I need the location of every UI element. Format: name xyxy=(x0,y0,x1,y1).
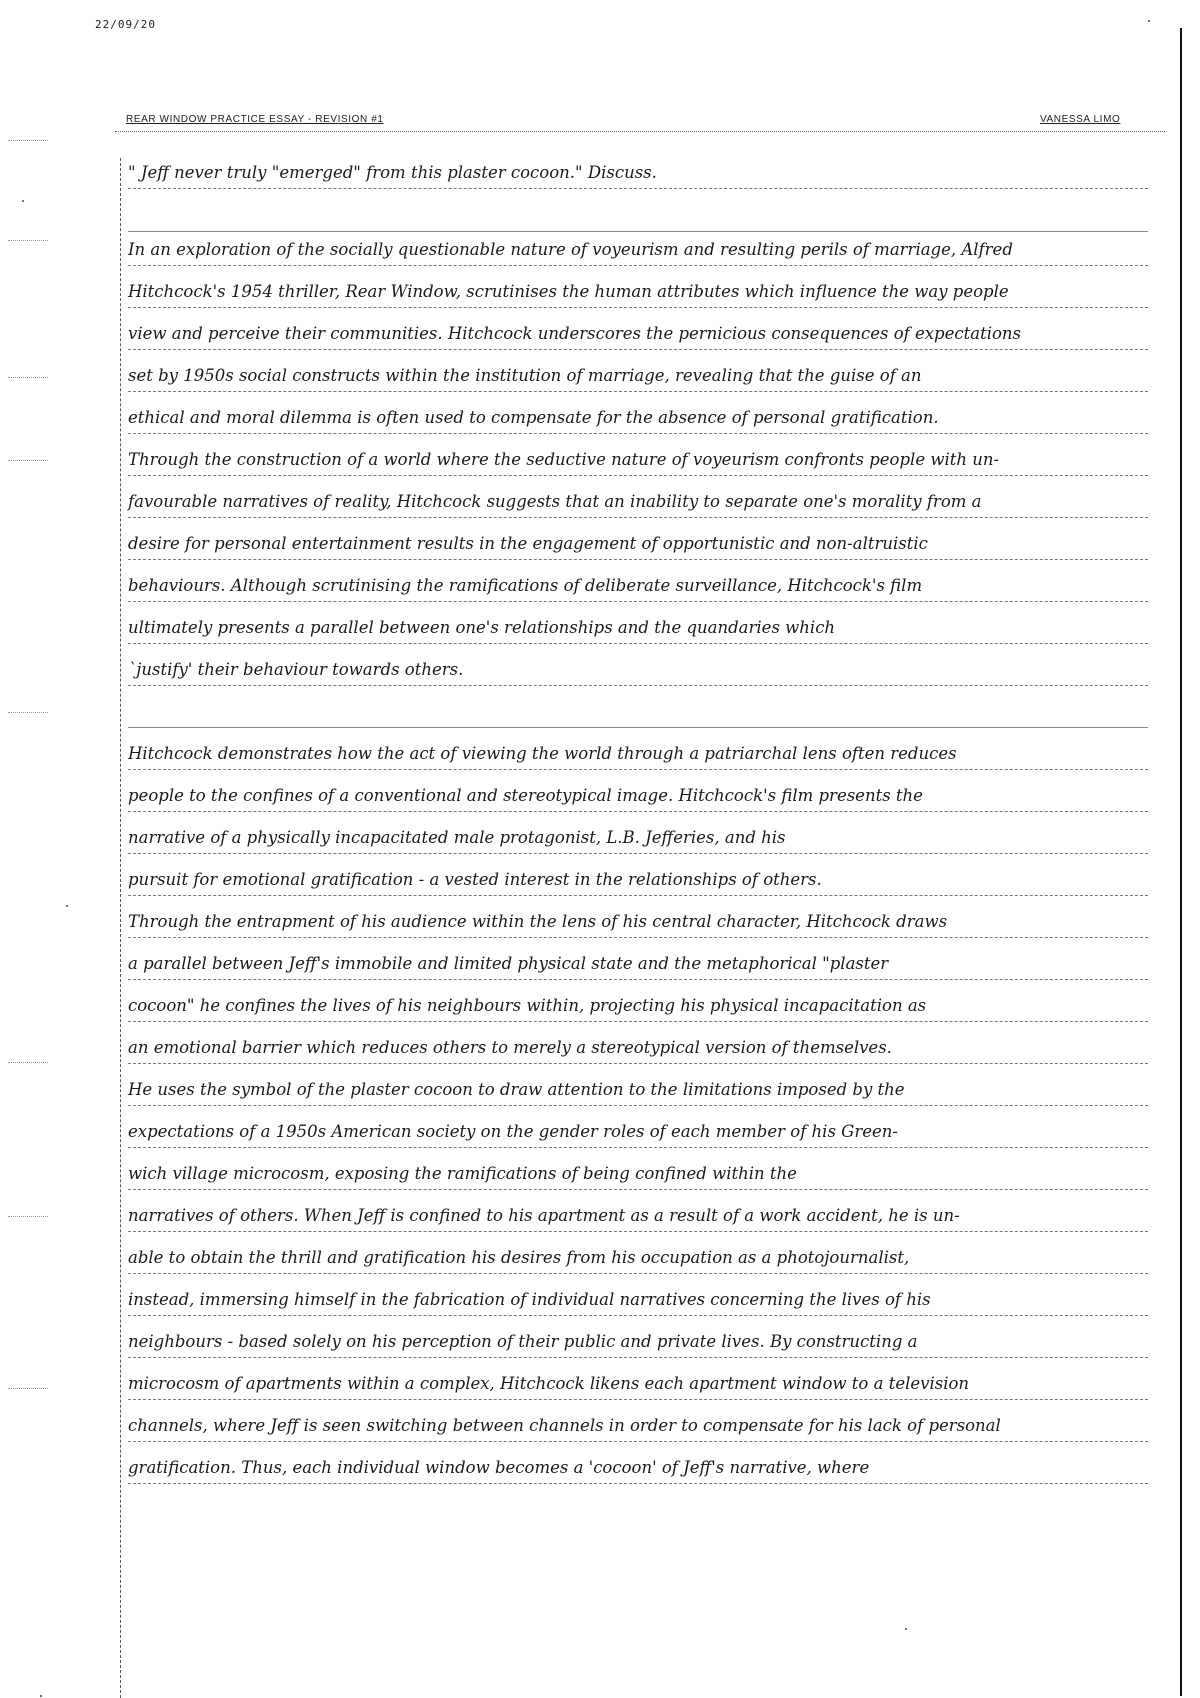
text-line xyxy=(128,1193,1148,1232)
line-text: He uses the symbol of the plaster cocoon to draw attention to the limitations imposed by the xyxy=(128,1080,905,1099)
blank-line xyxy=(128,689,1148,728)
text-line xyxy=(128,899,1148,938)
text-line xyxy=(128,1151,1148,1190)
margin-mark xyxy=(8,377,48,378)
line-text: desire for personal entertainment results in the engagement of opportunistic and non-altruistic xyxy=(128,534,928,553)
page-edge-line xyxy=(1180,28,1182,1696)
text-line xyxy=(128,857,1148,896)
line-text: neighbours - based solely on his perception of their public and private lives. By constructing a xyxy=(128,1332,918,1351)
scan-speck xyxy=(22,200,24,202)
text-line xyxy=(128,1109,1148,1148)
line-text: Through the construction of a world where the seductive nature of voyeurism confronts people with un- xyxy=(128,450,1000,469)
line-text: view and perceive their communities. Hitchcock underscores the pernicious consequences of expectations xyxy=(128,324,1022,343)
line-text: cocoon" he confines the lives of his neighbours within, projecting his physical incapacitation as xyxy=(128,996,927,1015)
text-line xyxy=(128,563,1148,602)
line-text: gratification. Thus, each individual window becomes a 'cocoon' of Jeff's narrative, where xyxy=(128,1458,870,1477)
header-rule xyxy=(115,131,1165,132)
line-text: narratives of others. When Jeff is confined to his apartment as a result of a work accident, he is un- xyxy=(128,1206,960,1225)
text-line xyxy=(128,1445,1148,1484)
text-line xyxy=(128,605,1148,644)
line-text: Through the entrapment of his audience within the lens of his central character, Hitchcock draws xyxy=(128,912,948,931)
text-line xyxy=(128,227,1148,266)
text-line xyxy=(128,1319,1148,1358)
text-line xyxy=(128,1067,1148,1106)
margin-mark xyxy=(8,1062,48,1063)
margin-mark xyxy=(8,712,48,713)
line-text: a parallel between Jeff's immobile and limited physical state and the metaphorical "plaster xyxy=(128,954,889,973)
date-stamp: 22/09/20 xyxy=(95,18,156,31)
line-text: Hitchcock demonstrates how the act of viewing the world through a patriarchal lens often reduces xyxy=(128,744,957,763)
text-line xyxy=(128,395,1148,434)
line-text: instead, immersing himself in the fabrication of individual narratives concerning the lives of his xyxy=(128,1290,931,1309)
line-text: ultimately presents a parallel between one's relationships and the quandaries which xyxy=(128,618,836,637)
margin-mark xyxy=(8,1388,48,1389)
margin-mark xyxy=(8,140,48,141)
text-line xyxy=(128,437,1148,476)
line-text: channels, where Jeff is seen switching between channels in order to compensate for his lack of personal xyxy=(128,1416,1001,1435)
text-line xyxy=(128,647,1148,686)
text-line xyxy=(128,1235,1148,1274)
text-line xyxy=(128,1361,1148,1400)
line-text: pursuit for emotional gratification - a vested interest in the relationships of others. xyxy=(128,870,822,889)
line-text: an emotional barrier which reduces others to merely a stereotypical version of themselves. xyxy=(128,1038,892,1057)
margin-mark xyxy=(8,460,48,461)
line-text: expectations of a 1950s American society on the gender roles of each member of his Green- xyxy=(128,1122,898,1141)
text-line xyxy=(128,479,1148,518)
text-line xyxy=(128,815,1148,854)
line-text: able to obtain the thrill and gratification his desires from his occupation as a photojournalist, xyxy=(128,1248,910,1267)
author-name: VANESSA LIMO xyxy=(1040,114,1121,125)
line-text: ethical and moral dilemma is often used to compensate for the absence of personal gratification. xyxy=(128,408,939,427)
line-text: narrative of a physically incapacitated male protagonist, L.B. Jefferies, and his xyxy=(128,828,786,847)
line-text: people to the confines of a conventional and stereotypical image. Hitchcock's film presents the xyxy=(128,786,923,805)
line-text: microcosm of apartments within a complex, Hitchcock likens each apartment window to a television xyxy=(128,1374,970,1393)
line-text: set by 1950s social constructs within the institution of marriage, revealing that the guise of an xyxy=(128,366,922,385)
text-line xyxy=(128,269,1148,308)
line-text: Hitchcock's 1954 thriller, Rear Window, scrutinises the human attributes which influence the way people xyxy=(128,282,1009,301)
margin-rule xyxy=(120,158,121,1698)
essay-title: REAR WINDOW PRACTICE ESSAY - REVISION #1 xyxy=(126,114,384,125)
line-text: `justify' their behaviour towards others. xyxy=(128,660,464,679)
margin-mark xyxy=(8,240,48,241)
line-text: wich village microcosm, exposing the ramifications of being confined within the xyxy=(128,1164,797,1183)
text-line xyxy=(128,521,1148,560)
text-line xyxy=(128,1025,1148,1064)
line-text: behaviours. Although scrutinising the ramifications of deliberate surveillance, Hitchcock's film xyxy=(128,576,923,595)
text-line xyxy=(128,1403,1148,1442)
text-line xyxy=(128,731,1148,770)
essay-prompt: " Jeff never truly "emerged" from this plaster cocoon." Discuss. xyxy=(128,163,657,182)
text-line xyxy=(128,941,1148,980)
prompt-line xyxy=(128,150,1148,189)
text-line xyxy=(128,353,1148,392)
scan-speck xyxy=(1148,20,1150,22)
line-text: favourable narratives of reality, Hitchcock suggests that an inability to separate one's morality from a xyxy=(128,492,982,511)
text-line xyxy=(128,773,1148,812)
scan-speck xyxy=(40,1695,42,1697)
line-text: In an exploration of the socially questionable nature of voyeurism and resulting perils of marriage, Alfred xyxy=(128,240,1013,259)
text-line xyxy=(128,983,1148,1022)
margin-mark xyxy=(8,1216,48,1217)
scan-speck xyxy=(905,1628,907,1630)
text-line xyxy=(128,311,1148,350)
scan-speck xyxy=(66,905,68,907)
text-line xyxy=(128,1277,1148,1316)
